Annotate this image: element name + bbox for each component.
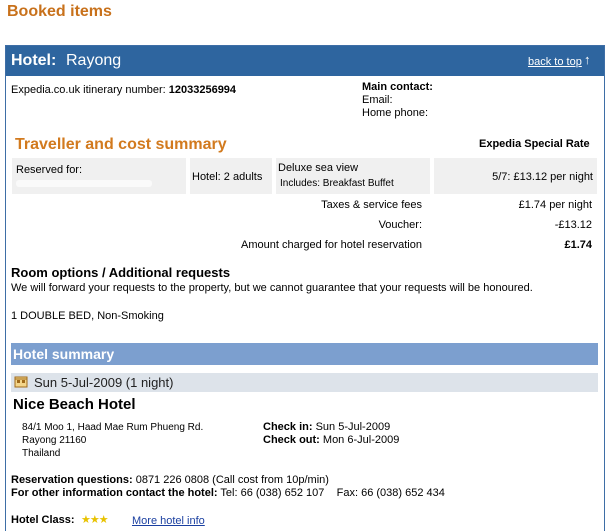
hotel-summary-bar (11, 343, 598, 365)
hotel-name: Nice Beach Hotel (13, 396, 136, 413)
room-type-cell (275, 157, 431, 195)
hotel-class-label: Hotel Class: (11, 514, 75, 526)
hotel-header-bar (6, 46, 604, 76)
reservation-questions-row (11, 474, 445, 487)
check-out-label: Check out: (263, 434, 320, 446)
check-out-row (263, 434, 399, 447)
check-in-date: Sun 5-Jul-2009 (315, 421, 391, 433)
fee-row-voucher (122, 219, 422, 231)
hotel-city: Rayong (66, 52, 122, 69)
hotel-contact-row (11, 487, 445, 500)
fee-value: £1.74 per night (518, 199, 592, 211)
fee-value-taxes (472, 199, 592, 211)
home-phone-label: Home phone: (362, 107, 429, 119)
hotel-summary-title: Hotel summary (13, 346, 115, 362)
includes-text: Includes: Breakfast Buffet (280, 178, 394, 189)
room-options-title: Room options / Additional requests (11, 265, 231, 280)
redacted-name (16, 180, 152, 187)
hotel-class-label-wrap (11, 514, 75, 526)
check-in-row (263, 421, 399, 434)
top-divider (0, 0, 609, 1)
fee-label: Amount charged for hotel reservation (241, 239, 422, 251)
address-line: Thailand (22, 448, 61, 459)
room-type: Deluxe sea view (278, 162, 359, 174)
main-contact-label: Main contact: (362, 81, 433, 93)
check-in-label: Check in: (263, 421, 313, 433)
hotel-label: Hotel: (11, 52, 57, 69)
occupancy-text: Hotel: 2 adults (192, 171, 263, 183)
hotel-tel: Tel: 66 (038) 652 107 (220, 487, 325, 499)
contact-block (362, 81, 433, 120)
stay-date: Sun 5-Jul-2009 (1 night) (34, 375, 174, 390)
check-in-out-block (263, 421, 399, 447)
bed-preference: 1 DOUBLE BED, Non-Smoking (11, 310, 164, 322)
more-hotel-info-link[interactable]: More hotel info (132, 515, 205, 527)
stay-date-bar (11, 373, 598, 392)
booking-panel (5, 45, 605, 531)
check-out-date: Mon 6-Jul-2009 (322, 434, 400, 446)
email-label: Email: (362, 94, 393, 106)
hotel-fax: Fax: 66 (038) 652 434 (336, 487, 445, 499)
star-rating-icon: ★★★ (81, 514, 108, 526)
other-info-label: For other information contact the hotel: (11, 487, 218, 499)
page-title: Booked items (7, 3, 112, 20)
room-options-note: We will forward your requests to the property, but we cannot guarantee that your requests will be honoured. (11, 282, 533, 294)
hotel-address (22, 421, 203, 460)
contact-info-block (11, 474, 445, 500)
hotel-bed-icon (14, 375, 28, 388)
address-line: 84/1 Moo 1, Haad Mae Rum Phueng Rd. (22, 422, 204, 433)
reserved-for-cell (11, 157, 187, 195)
nightly-rate-cell (433, 157, 598, 195)
up-arrow-icon[interactable]: ↑ (584, 52, 591, 67)
back-to-top-link[interactable]: back to top (528, 56, 582, 68)
itinerary-label: Expedia.co.uk itinerary number: (11, 84, 166, 96)
fee-value-voucher (472, 219, 592, 231)
occupancy-cell (189, 157, 273, 195)
fee-label: Taxes & service fees (321, 199, 422, 211)
nightly-rate: 5/7: £13.12 per night (492, 171, 593, 183)
address-line: Rayong 21160 (22, 435, 87, 446)
fee-value: £1.74 (564, 239, 592, 251)
fee-value: -£13.12 (554, 219, 592, 231)
reserved-for-label: Reserved for: (16, 164, 83, 176)
cost-summary-title: Traveller and cost summary (15, 136, 227, 153)
fee-label: Voucher: (378, 219, 422, 231)
fee-row-total (122, 239, 422, 251)
reservation-questions-label: Reservation questions: (11, 474, 133, 486)
itinerary-info (11, 84, 236, 96)
reservation-questions-value: 0871 226 0808 (Call cost from 10p/min) (135, 474, 329, 486)
cost-summary-row (11, 157, 598, 195)
fee-row-taxes (122, 199, 422, 211)
rate-type: Expedia Special Rate (479, 138, 590, 150)
itinerary-number: 12033256994 (168, 84, 237, 96)
fee-value-total (472, 239, 592, 251)
